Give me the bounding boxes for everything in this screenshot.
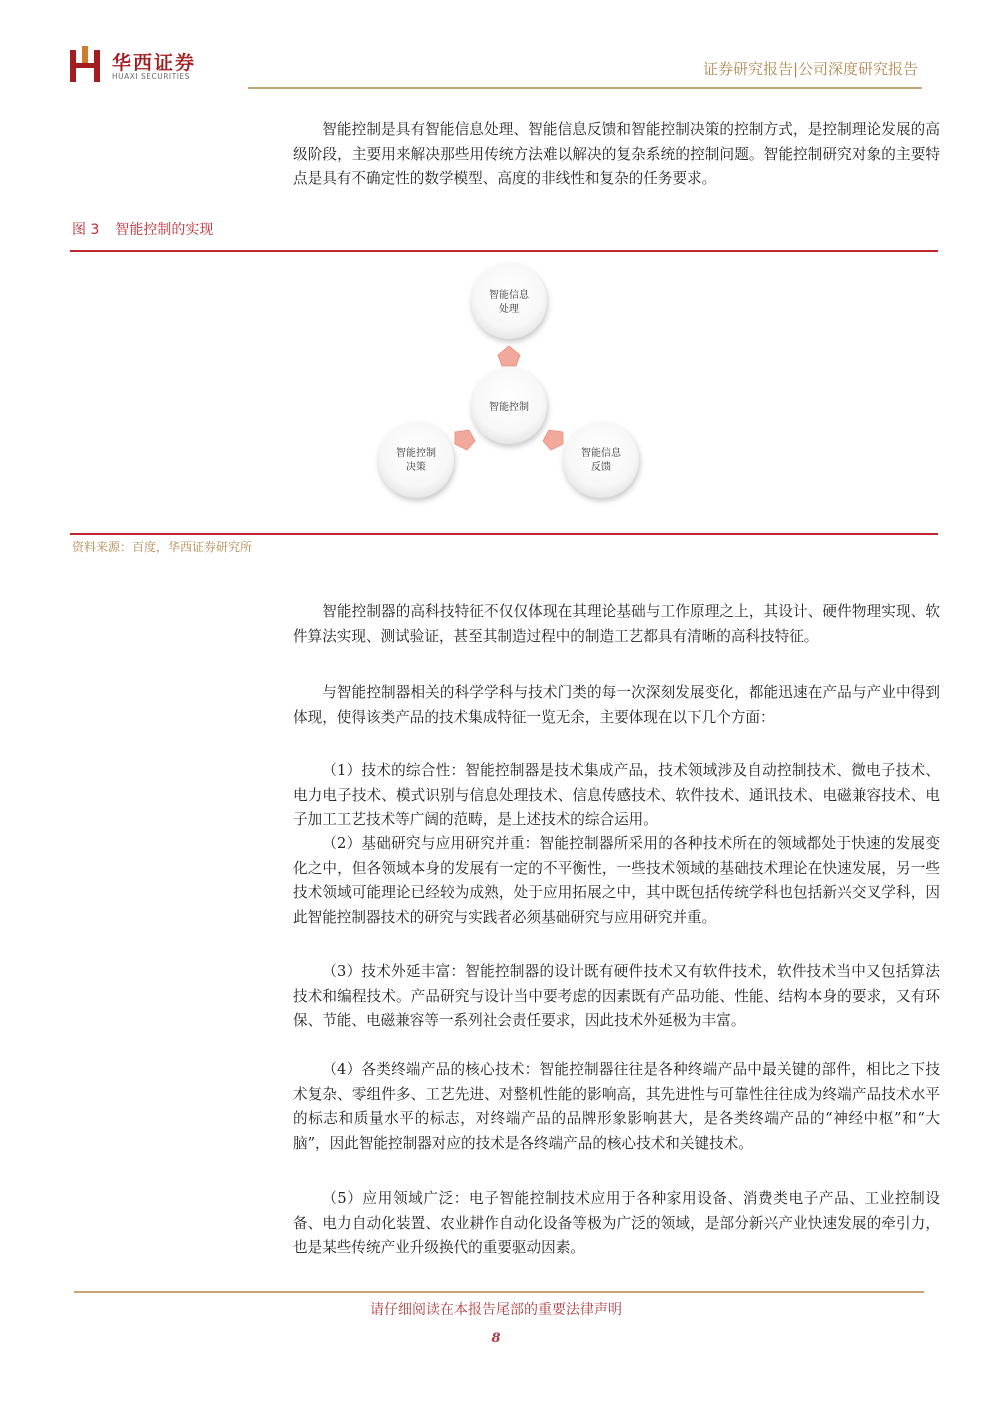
body-paragraph: 智能控制器的高科技特征不仅仅体现在其理论基础与工作原理之上，其设计、硬件物理实现、软件算法实现、测试验证，甚至其制造过程中的制造工艺都具有清晰的高科技特征。 xyxy=(293,603,940,645)
node-center-intelligent-control xyxy=(471,368,547,444)
body-paragraph: 与智能控制器相关的科学学科与技术门类的每一次深刻发展变化，都能迅速在产品与产业中得到体现，使得该类产品的技术集成特征一览无余，主要体现在以下几个方面： xyxy=(293,684,940,726)
company-logo xyxy=(68,46,208,86)
body-paragraph: （3）技术外延丰富：智能控制器的设计既有硬件技术又有软件技术，软件技术当中又包括算法技术和编程技术。产品研究与设计当中要考虑的因素既有产品功能、性能、结构本身的要求，又有环保、节能、电磁兼容等一系列社会责任要求，因此技术外延极为丰富。 xyxy=(293,963,940,1030)
body-paragraph: （2）基础研究与应用研究并重：智能控制器所采用的各种技术所在的领域都处于快速的发展变化之中，但各领域本身的发展有一定的不平衡性，一些技术领域的基础技术理论在快速发展，另一些技术领域可能理论已经较为成熟，处于应用拓展之中，其中既包括传统学科也包括新兴交叉学科，因此智能控制器技术的研究与实践者必须基础研究与应用研究并重。 xyxy=(293,835,940,926)
node-label-line2: 决策 xyxy=(406,462,426,473)
node-label-line1: 智能信息 xyxy=(489,290,529,301)
node-info-processing xyxy=(471,263,547,339)
arrow-right-icon xyxy=(543,430,563,450)
body-paragraph: （4）各类终端产品的核心技术：智能控制器往往是各种终端产品中最关键的部件，相比之下技术复杂、零组件多、工艺先进、对整机性能的影响高，其先进性与可靠性往往成为终端产品技术水平的标志和质量水平的标志，对终端产品的品牌形象影响甚大，是各类终端产品的“神经中枢”和“大脑”，因此智能控制器对应的技术是各终端产品的核心技术和关键技术。 xyxy=(293,1061,940,1152)
report-type: 证券研究报告|公司深度研究报告 xyxy=(702,60,918,78)
node-control-decision xyxy=(378,422,454,498)
intelligent-control-diagram xyxy=(70,252,938,532)
node-label-line2: 处理 xyxy=(499,304,519,315)
node-info-feedback xyxy=(563,422,639,498)
center-node-label: 智能控制 xyxy=(489,402,529,413)
intro-paragraph: 智能控制是具有智能信息处理、智能信息反馈和智能控制决策的控制方式，是控制理论发展的高级阶段，主要用来解决那些用传统方法难以解决的复杂系统的控制问题。智能控制研究对象的主要特点是具有不确定性的数学模型、高度的非线性和复杂的任务要求。 xyxy=(293,121,940,188)
page-number: 8 xyxy=(491,1331,501,1346)
figure-source: 资料来源：百度，华西证券研究所 xyxy=(72,540,253,554)
node-label-line2: 反馈 xyxy=(591,462,611,473)
logo-chinese-name: 华西证券 xyxy=(112,52,197,74)
node-label-line1: 智能控制 xyxy=(396,448,436,459)
header-divider xyxy=(248,87,922,89)
huaxi-logo-icon xyxy=(68,46,102,84)
legal-notice: 请仔细阅读在本报告尾部的重要法律声明 xyxy=(370,1302,622,1318)
figure-bottom-rule xyxy=(70,533,938,535)
node-label-line1: 智能信息 xyxy=(581,448,621,459)
figure-title: 智能控制的实现 xyxy=(115,222,214,238)
logo-english-name: HUAXI SECURITIES xyxy=(112,72,190,81)
arrow-left-icon xyxy=(455,430,475,450)
figure-number: 图 3 xyxy=(72,222,100,238)
footer-divider xyxy=(74,1291,924,1293)
body-paragraph: （5）应用领域广泛：电子智能控制技术应用于各种家用设备、消费类电子产品、工业控制设备、电力自动化装置、农业耕作自动化设备等极为广泛的领域，是部分新兴产业快速发展的牵引力，也是某些传统产业升级换代的重要驱动因素。 xyxy=(293,1190,940,1257)
diagram-canvas xyxy=(70,252,938,532)
arrow-up-icon xyxy=(498,346,520,366)
figure-caption xyxy=(72,219,213,239)
body-paragraph: （1）技术的综合性：智能控制器是技术集成产品，技术领域涉及自动控制技术、微电子技术、电力电子技术、模式识别与信息处理技术、信息传感技术、软件技术、通讯技术、电磁兼容技术、电子加工工艺技术等广阔的范畴，是上述技术的综合运用。 xyxy=(293,762,940,829)
